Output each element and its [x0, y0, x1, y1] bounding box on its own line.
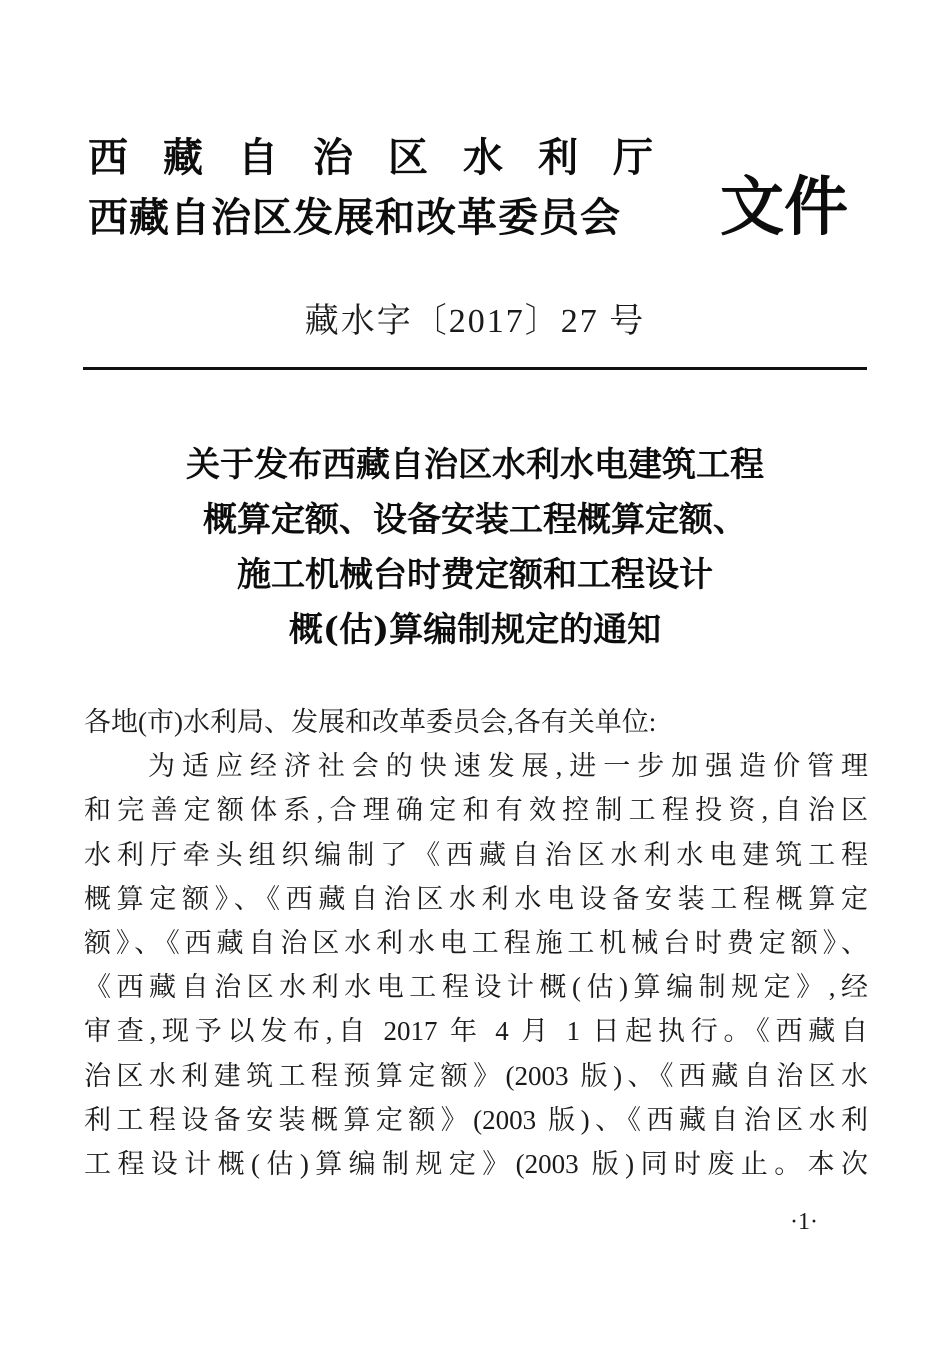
issuer-water-resources-department: 西藏自治区水利厅: [88, 135, 688, 181]
page-number: ·1·: [790, 1209, 818, 1235]
body-line: 为适应经济社会的快速发展,进一步加强造价管理: [148, 751, 868, 782]
body-line: 审查,现予以发布,自 2017 年 4 月 1 日起执行。《西藏自: [84, 1016, 868, 1047]
title-line: 概(估)算编制规定的通知: [288, 610, 662, 650]
document-title: [0, 438, 950, 658]
body-line: 额》、《西藏自治区水利水电工程施工机械台时费定额》、: [84, 927, 868, 958]
addressee-line: 各地(市)水利局、发展和改革委员会,各有关单位:: [84, 707, 657, 737]
document-number: 藏水字〔2017〕27 号: [304, 303, 646, 340]
body-line: 利工程设备安装概算定额》(2003 版)、《西藏自治区水利: [84, 1104, 868, 1135]
title-line: 关于发布西藏自治区水利水电建筑工程: [186, 445, 764, 485]
issuer-development-reform-commission: 西藏自治区发展和改革委员会: [88, 195, 621, 241]
document-header: [88, 130, 878, 260]
body-line: 《西藏自治区水利水电工程设计概(估)算编制规定》,经: [84, 972, 868, 1003]
body-line: 和完善定额体系,合理确定和有效控制工程投资,自治区: [84, 795, 868, 826]
document-label: 文件: [720, 171, 848, 245]
title-line: 施工机械台时费定额和工程设计: [237, 555, 713, 595]
body-line: 概算定额》、《西藏自治区水利水电设备安装工程概算定: [84, 883, 868, 914]
body-line: 工程设计概(估)算编制规定》(2003 版)同时废止。本次: [84, 1148, 868, 1179]
body-line: 水利厅牵头组织编制了《西藏自治区水利水电建筑工程: [84, 839, 868, 870]
title-line: 概算定额、设备安装工程概算定额、: [203, 500, 747, 540]
header-divider: [83, 367, 867, 370]
document-body: [84, 700, 868, 1186]
body-line: 治区水利建筑工程预算定额》(2003 版)、《西藏自治区水: [84, 1060, 868, 1091]
